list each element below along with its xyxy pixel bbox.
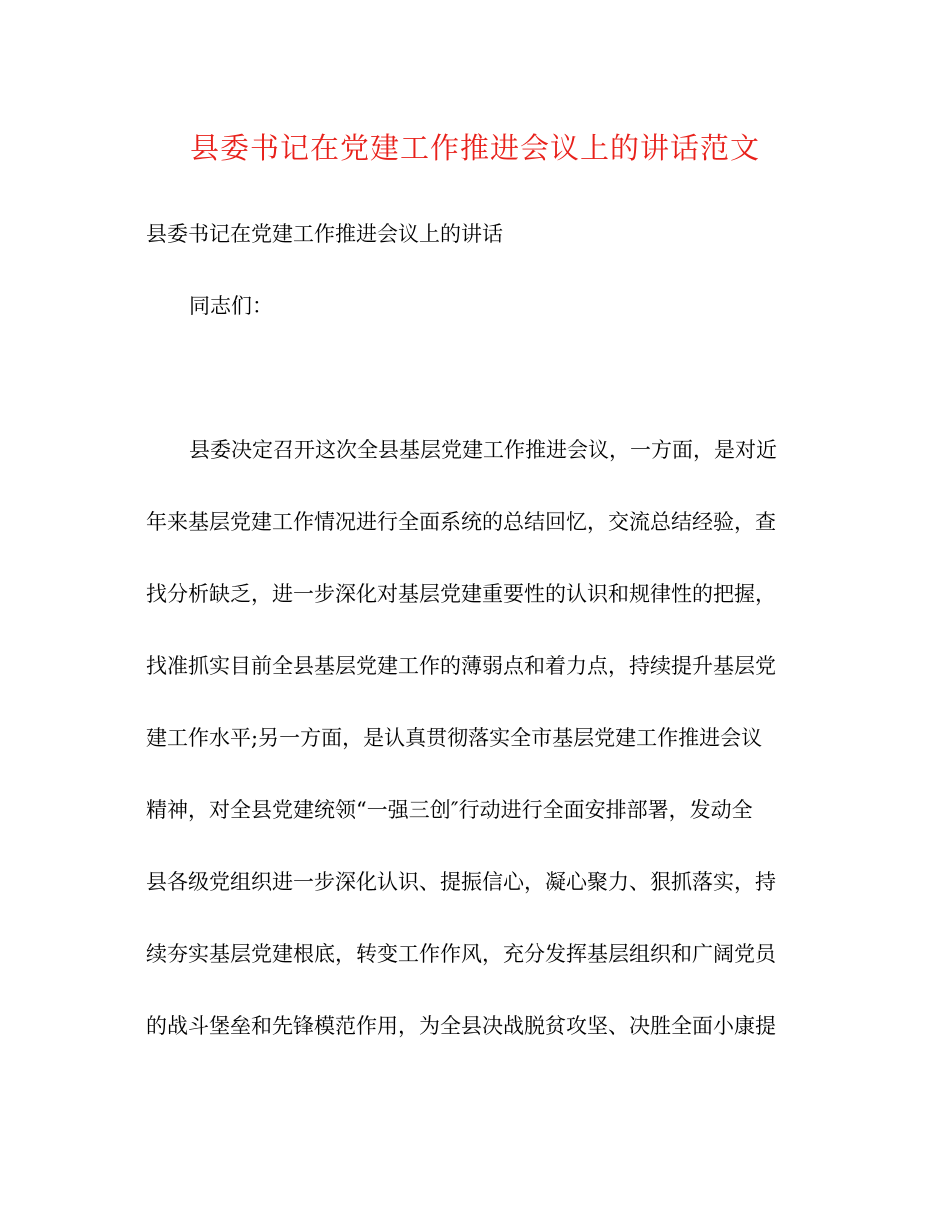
paragraph-line: 找准抓实目前全县基层党建工作的薄弱点和着力点，持续提升基层党: [146, 654, 776, 678]
document-title: 县委书记在党建工作推进会议上的讲话范文: [189, 131, 760, 165]
paragraph-line: 续夯实基层党建根底，转变工作作风，充分发挥基层组织和广阔党员: [146, 942, 776, 966]
salutation: 同志们：: [189, 294, 273, 318]
paragraph-line: 建工作水平;另一方面，是认真贯彻落实全市基层党建工作推进会议: [146, 726, 763, 750]
paragraph-line: 的战斗堡垒和先锋模范作用，为全县决战脱贫攻坚、决胜全面小康提: [146, 1014, 776, 1038]
paragraph-line: 县委决定召开这次全县基层党建工作推进会议，一方面，是对近: [189, 438, 777, 462]
paragraph-line: 年来基层党建工作情况进行全面系统的总结回忆，交流总结经验，查: [146, 510, 776, 534]
document-subtitle: 县委书记在党建工作推进会议上的讲话: [146, 222, 503, 246]
paragraph-line: 找分析缺乏，进一步深化对基层党建重要性的认识和规律性的把握，: [146, 582, 776, 606]
paragraph-line: 县各级党组织进一步深化认识、提振信心，凝心聚力、狠抓落实，持: [146, 870, 776, 894]
paragraph-line: 精神，对全县党建统领“一强三创″行动进行全面安排部署，发动全: [146, 798, 753, 822]
